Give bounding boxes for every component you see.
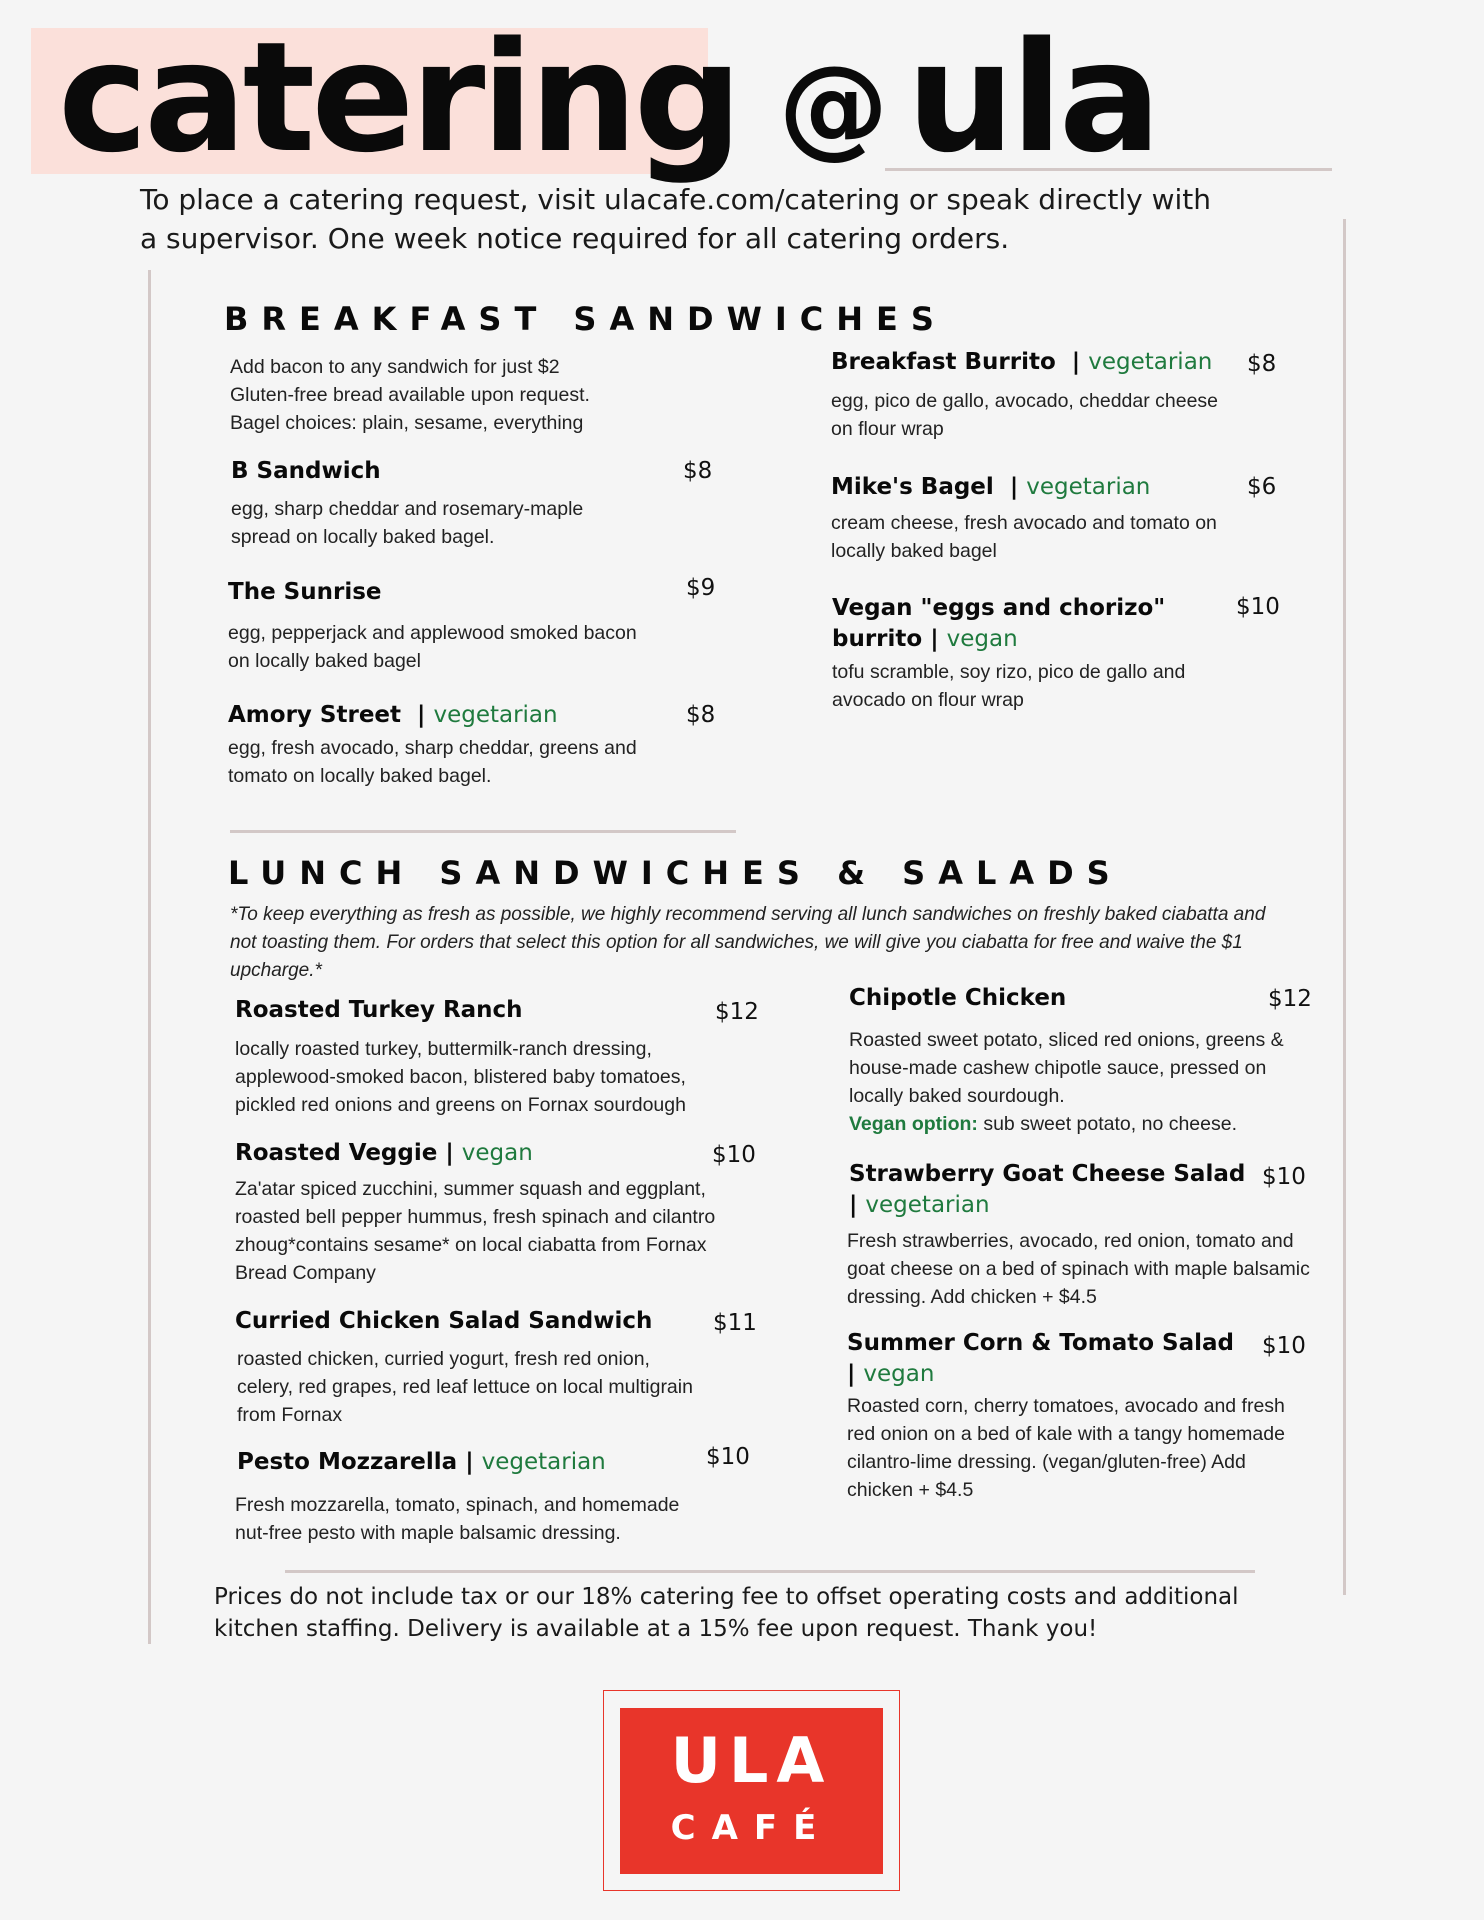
menu-item xyxy=(832,593,1186,714)
item-name-line: Breakfast Burrito | vegetarian xyxy=(831,349,1213,375)
menu-item xyxy=(831,347,1241,443)
lunch-heading: LUNCH SANDWICHES & SALADS xyxy=(228,854,1123,892)
item-tag: vegan xyxy=(863,1361,935,1387)
menu-item xyxy=(831,472,1241,565)
menu-item xyxy=(237,1447,707,1547)
item-tag: vegetarian xyxy=(865,1192,990,1218)
item-tag: vegetarian xyxy=(1026,474,1151,500)
vegan-option-label: Vegan option: xyxy=(849,1113,978,1135)
menu-item xyxy=(235,1138,715,1287)
item-desc xyxy=(849,1026,1289,1138)
menu-item xyxy=(849,983,1289,1138)
breakfast-notes xyxy=(230,353,650,437)
item-tag: vegan xyxy=(461,1140,533,1166)
item-desc: egg, pepperjack and applewood smoked bacon on locally baked bagel xyxy=(228,622,637,672)
item-name: Mike's Bagel xyxy=(831,474,994,500)
item-name-line: Strawberry Goat Cheese Salad | vegetarian xyxy=(849,1161,1246,1218)
item-price: $10 xyxy=(1262,1164,1306,1190)
item-price: $10 xyxy=(712,1142,756,1168)
item-desc: Fresh strawberries, avocado, red onion, tomato and goat cheese on a bed of spinach with maple balsamic dressing. Add chicken + $4.5 xyxy=(847,1230,1310,1308)
item-name: Roasted Turkey Ranch xyxy=(235,997,523,1023)
item-desc: locally roasted turkey, buttermilk-ranch dressing, applewood-smoked bacon, blistered baby tomatoes, pickled red onions and greens on Fornax sourdough xyxy=(235,1038,686,1116)
item-price: $11 xyxy=(713,1310,757,1336)
logo-line-ula: ULA xyxy=(670,1724,833,1797)
ula-cafe-logo xyxy=(620,1708,883,1874)
item-tag: vegetarian xyxy=(1088,349,1213,375)
item-name: B Sandwich xyxy=(231,458,381,484)
item-name-line: Pesto Mozzarella | vegetarian xyxy=(237,1449,606,1475)
item-price: $10 xyxy=(1236,594,1280,620)
menu-item xyxy=(228,577,648,675)
right-border-line xyxy=(1343,219,1346,1595)
item-name: Breakfast Burrito xyxy=(831,349,1056,375)
item-name: Vegan "eggs and chorizo" burrito xyxy=(832,595,1166,652)
bottom-divider xyxy=(285,1570,1255,1573)
title-word: catering xyxy=(58,9,739,186)
item-name-line: Amory Street | vegetarian xyxy=(228,702,558,728)
vegan-option-text: sub sweet potato, no cheese. xyxy=(977,1113,1238,1135)
item-price: $8 xyxy=(1247,351,1277,377)
item-price: $9 xyxy=(686,575,716,601)
breakfast-note: Add bacon to any sandwich for just $2 xyxy=(230,356,560,378)
logo-line-cafe: CAFÉ xyxy=(670,1808,833,1848)
item-name-line: Mike's Bagel | vegetarian xyxy=(831,474,1151,500)
item-desc: tofu scramble, soy rizo, pico de gallo and avocado on flour wrap xyxy=(832,661,1186,711)
item-price: $10 xyxy=(1262,1333,1306,1359)
item-price: $12 xyxy=(1268,986,1312,1012)
item-name: Amory Street xyxy=(228,702,402,728)
item-name: Summer Corn & Tomato Salad xyxy=(847,1330,1234,1356)
item-tag: vegetarian xyxy=(433,702,558,728)
item-desc: Roasted corn, cherry tomatoes, avocado and fresh red onion on a bed of kale with a tangy homemade cilantro-lime dressing. (vegan/gluten-free) Add chicken + $4.5 xyxy=(847,1395,1285,1501)
item-name: Roasted Veggie xyxy=(235,1140,438,1166)
item-desc: egg, fresh avocado, sharp cheddar, greens and tomato on locally baked bagel. xyxy=(228,737,637,787)
item-name: Strawberry Goat Cheese Salad xyxy=(849,1161,1246,1187)
item-name-line: Vegan "eggs and chorizo" burrito | vegan xyxy=(832,595,1166,652)
menu-item xyxy=(228,700,648,790)
item-desc-text: Roasted sweet potato, sliced red onions, greens & house-made cashew chipotle sauce, pressed on locally baked sourdough. xyxy=(849,1029,1284,1107)
breakfast-note: Gluten-free bread available upon request. xyxy=(230,384,590,406)
item-name: Chipotle Chicken xyxy=(849,985,1067,1011)
item-name: Curried Chicken Salad Sandwich xyxy=(235,1308,653,1334)
menu-item xyxy=(235,1306,715,1429)
title-brand: ula xyxy=(906,9,1158,186)
item-tag: vegan xyxy=(946,626,1018,652)
item-name-line: Roasted Veggie | vegan xyxy=(235,1140,533,1166)
intro-text: To place a catering request, visit ulacafe.com/catering or speak directly with a supervisor. One week notice required for all catering orders. xyxy=(140,183,1211,255)
item-desc: Fresh mozzarella, tomato, spinach, and homemade nut-free pesto with maple balsamic dressing. xyxy=(235,1494,680,1544)
item-price: $8 xyxy=(686,702,716,728)
title-at: @ xyxy=(778,42,889,170)
left-border-line xyxy=(148,270,151,1644)
menu-item xyxy=(235,995,715,1119)
item-tag: vegetarian xyxy=(481,1449,606,1475)
item-name: Pesto Mozzarella xyxy=(237,1449,458,1475)
item-name: The Sunrise xyxy=(228,579,382,605)
item-price: $12 xyxy=(715,999,759,1025)
item-price: $8 xyxy=(683,458,713,484)
item-desc: cream cheese, fresh avocado and tomato on locally baked bagel xyxy=(831,512,1217,562)
breakfast-note: Bagel choices: plain, sesame, everything xyxy=(230,412,584,434)
item-price: $10 xyxy=(706,1444,750,1470)
breakfast-heading: BREAKFAST SANDWICHES xyxy=(224,300,947,338)
item-desc: egg, pico de gallo, avocado, cheddar cheese on flour wrap xyxy=(831,390,1219,440)
item-name-line: Summer Corn & Tomato Salad | vegan xyxy=(847,1330,1234,1387)
menu-item xyxy=(231,456,631,551)
item-desc: egg, sharp cheddar and rosemary-maple spread on locally baked bagel. xyxy=(231,498,584,548)
item-desc: Za'atar spiced zucchini, summer squash and eggplant, roasted bell pepper hummus, fresh spinach and cilantro zhoug*contains sesame* on local ciabatta from Fornax Bread Company xyxy=(235,1178,716,1284)
footer-note: Prices do not include tax or our 18% catering fee to offset operating costs and additional kitchen staffing. Delivery is available at a 15% fee upon request. Thank you! xyxy=(214,1584,1239,1642)
item-price: $6 xyxy=(1247,474,1277,500)
item-desc: roasted chicken, curried yogurt, fresh red onion, celery, red grapes, red leaf lettuce on local multigrain from Fornax xyxy=(237,1348,693,1426)
lunch-note: *To keep everything as fresh as possible, we highly recommend serving all lunch sandwiches on freshly baked ciabatta and not toasting them. For orders that select this option for all sandwiches, we will give you ciabatta for free and waive the $1 upcharge.* xyxy=(230,904,1266,981)
section-divider xyxy=(230,830,736,833)
